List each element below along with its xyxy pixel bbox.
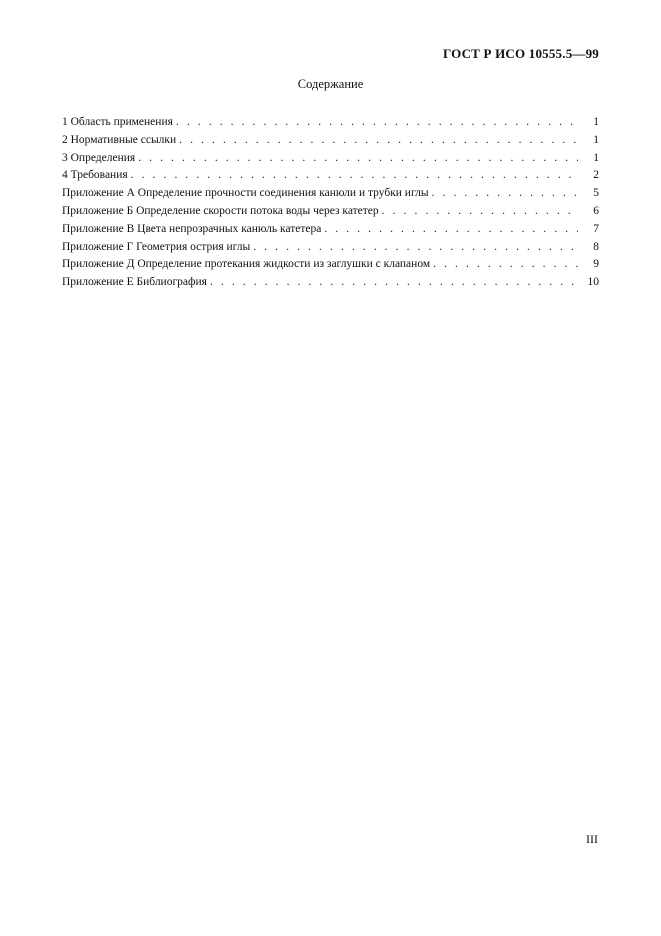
toc-entry[interactable] bbox=[62, 221, 599, 239]
toc-entry[interactable] bbox=[62, 114, 599, 132]
dot-leader bbox=[253, 239, 578, 257]
toc-entry-page: 1 bbox=[593, 133, 599, 146]
toc-entry-page: 8 bbox=[593, 240, 599, 253]
dot-leader bbox=[433, 256, 578, 274]
dot-leader bbox=[131, 167, 578, 185]
toc-entry-page: 10 bbox=[587, 276, 599, 289]
document-code: ГОСТ Р ИСО 10555.5—99 bbox=[442, 46, 599, 61]
toc-entry-page: 9 bbox=[593, 258, 599, 271]
toc-entry[interactable] bbox=[62, 274, 599, 292]
toc-entry-page: 6 bbox=[593, 204, 599, 217]
toc-entry-label: 2 Нормативные ссылки bbox=[62, 133, 177, 146]
toc-entry-label: 1 Область применения bbox=[62, 116, 173, 128]
toc-entry[interactable] bbox=[62, 239, 599, 257]
toc-entry-page: 1 bbox=[593, 116, 599, 128]
toc-entry-page: 1 bbox=[593, 151, 599, 164]
toc-entry-label: 4 Требования bbox=[62, 169, 128, 182]
toc-entry-label: Приложение Е Библиография bbox=[62, 276, 207, 289]
dot-leader bbox=[432, 185, 578, 203]
dot-leader bbox=[179, 132, 578, 150]
toc-entry[interactable] bbox=[62, 203, 599, 221]
toc-entry[interactable] bbox=[62, 132, 599, 150]
toc-entry-page: 5 bbox=[593, 187, 599, 200]
toc-entry[interactable] bbox=[62, 150, 599, 168]
dot-leader bbox=[210, 274, 578, 292]
toc-entry-label: Приложение В Цвета непрозрачных канюль катетера bbox=[62, 222, 322, 235]
toc-entry-page: 2 bbox=[593, 169, 599, 182]
toc-entry-label: 3 Определения bbox=[62, 151, 136, 164]
toc-entry[interactable] bbox=[62, 167, 599, 185]
dot-leader bbox=[324, 221, 578, 239]
toc-entry[interactable] bbox=[62, 256, 599, 274]
dot-leader bbox=[138, 150, 578, 168]
toc-entry-page: 7 bbox=[593, 222, 599, 235]
dot-leader bbox=[382, 203, 578, 221]
toc-entry-label: Приложение Б Определение скорости потока воды через катетер bbox=[62, 204, 379, 217]
toc-entry-label: Приложение Д Определение протекания жидкости из заглушки с клапаном bbox=[62, 258, 431, 271]
page-number: III bbox=[586, 832, 598, 846]
toc-entry[interactable] bbox=[62, 185, 599, 203]
dot-leader bbox=[176, 114, 578, 132]
table-of-contents bbox=[62, 114, 599, 292]
toc-entry-label: Приложение А Определение прочности соединения канюли и трубки иглы bbox=[62, 187, 429, 200]
toc-title: Содержание bbox=[297, 77, 364, 91]
toc-entry-label: Приложение Г Геометрия острия иглы bbox=[62, 240, 251, 253]
